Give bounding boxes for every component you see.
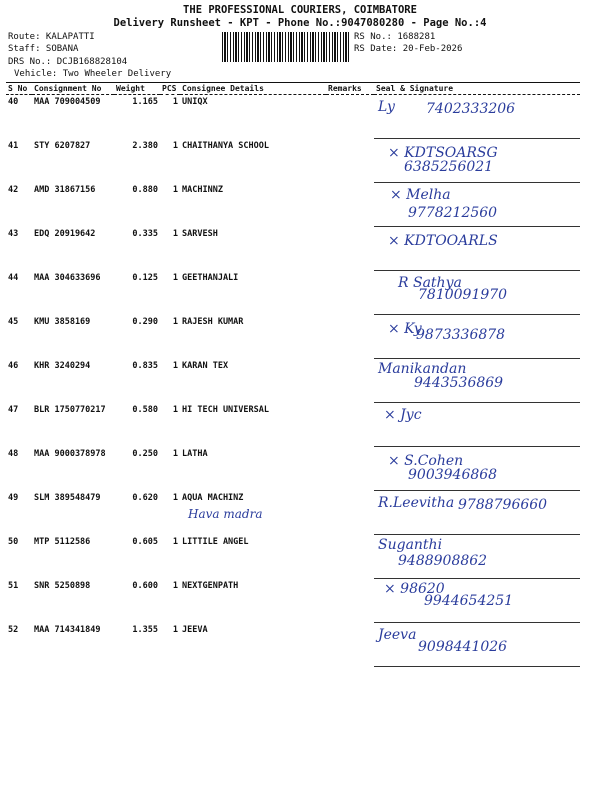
row-consignment: EDQ 20919642 [34,228,96,239]
signature-phone: 9098441026 [418,639,508,655]
row-remarks [326,271,374,315]
row-sno: 50 [8,536,19,547]
row-signature [374,491,580,535]
row-signature [374,403,580,447]
col-weight: Weight [114,83,160,95]
row-pcs: 1 [172,316,178,327]
row-consignee: RAJESH KUMAR [182,316,244,327]
row-pcs: 1 [172,536,178,547]
row-weight: 0.880 [132,184,158,195]
signature-phone: 9443536869 [414,375,504,391]
signature-name: Manikandan [378,361,467,377]
row-sno: 49 [8,492,19,503]
signature-name: Jeeva [378,627,417,643]
row-consignment: MAA 709004509 [34,97,101,107]
row-consignee: SARVESH [182,228,218,239]
handwritten-note: Hava madra [188,506,263,521]
signature-phone: 9778212560 [408,205,498,221]
rs-number: RS No.: 1688281 [354,32,436,42]
row-consignment: BLR 1750770217 [34,404,106,415]
row-signature [374,315,580,359]
table-row [6,95,580,139]
row-remarks [326,139,374,183]
row-consignee: GEETHANJALI [182,272,239,283]
signature-name: R.Leevitha [378,495,455,511]
row-pcs: 1 [172,404,178,415]
rs-date: RS Date: 20-Feb-2026 [354,44,463,54]
table-row [6,623,580,667]
row-sno: 45 [8,316,19,327]
table-row [6,227,580,271]
row-consignment: KHR 3240294 [34,360,91,371]
row-consignee: LITTILE ANGEL [182,536,249,547]
runsheet-table [6,82,580,667]
drs-label: DRS No.: DCJB168828104 [8,57,128,67]
row-consignee: JEEVA [182,624,208,635]
signature-name: × Melha [390,187,451,203]
row-signature [374,579,580,623]
row-weight: 0.835 [132,360,158,371]
row-sno: 40 [8,97,19,107]
row-pcs: 1 [172,448,178,459]
signature-phone: 9873336878 [416,327,506,343]
row-weight: 0.605 [132,536,158,547]
row-consignment: MAA 304633696 [34,272,101,283]
table-row [6,403,580,447]
row-remarks [326,183,374,227]
row-consignee [180,491,326,535]
row-sno: 44 [8,272,19,283]
signature-name: × 98620 [384,581,445,597]
row-signature [374,535,580,579]
signature-phone: 7402333206 [426,101,516,117]
row-weight: 0.580 [132,404,158,415]
row-pcs: 1 [172,580,178,591]
row-sno: 41 [8,140,19,151]
row-signature [374,359,580,403]
col-sno: S No [6,83,32,95]
staff-label: Staff: SOBANA [8,44,79,54]
row-signature [374,139,580,183]
vehicle-label: Vehicle: Two Wheeler Delivery [14,69,172,79]
row-weight: 0.335 [132,228,158,239]
signature-name: Ly [378,99,395,115]
row-sno: 43 [8,228,19,239]
signature-name: × KDTOOARLS [388,233,498,249]
row-pcs: 1 [172,97,178,107]
signature-phone: 9488908862 [398,553,488,569]
table-row [6,447,580,491]
row-consignee: CHAITHANYA SCHOOL [182,140,269,151]
table-row [6,271,580,315]
row-remarks [326,579,374,623]
row-pcs: 1 [172,624,178,635]
row-pcs: 1 [172,360,178,371]
row-weight: 1.165 [132,97,158,107]
row-weight: 0.620 [132,492,158,503]
row-consignment: KMU 3858169 [34,316,91,327]
signature-name: R Sathya [398,275,462,291]
row-consignment: MTP 5112586 [34,536,91,547]
row-signature [374,623,580,667]
row-remarks [326,227,374,271]
runsheet-title: Delivery Runsheet - KPT - Phone No.:9047080280 - Page No.:4 [113,17,487,29]
row-consignment: SNR 5250898 [34,580,91,591]
row-pcs: 1 [172,140,178,151]
row-remarks [326,403,374,447]
table-row [6,183,580,227]
row-sno: 47 [8,404,19,415]
signature-phone: 9944654251 [424,593,514,609]
signature-phone: 9788796660 [458,497,548,513]
row-remarks [326,535,374,579]
row-consignment: AMD 31867156 [34,184,96,195]
table-row [6,139,580,183]
row-consignee: KARAN TEX [182,360,229,371]
row-signature [374,183,580,227]
row-weight: 2.380 [132,140,158,151]
signature-name: × KDTSOARSG [388,145,498,161]
row-consignee: LATHA [182,448,208,459]
row-sno: 48 [8,448,19,459]
table-row [6,359,580,403]
consignee-name: AQUA MACHINZ [182,492,244,503]
row-consignment: STY 6207827 [34,140,91,151]
signature-name: Suganthi [378,537,443,553]
row-signature [374,447,580,491]
row-pcs: 1 [172,272,178,283]
barcode-image [222,32,350,62]
row-weight: 0.290 [132,316,158,327]
row-weight: 0.125 [132,272,158,283]
row-weight: 0.250 [132,448,158,459]
signature-phone: 9003946868 [408,467,498,483]
row-sno: 46 [8,360,19,371]
table-row [6,579,580,623]
row-signature [374,227,580,271]
row-sno: 42 [8,184,19,195]
row-consignment: SLM 389548479 [34,492,101,503]
row-pcs: 1 [172,228,178,239]
row-pcs: 1 [172,492,178,503]
signature-name: × Ky [388,321,422,337]
row-weight: 0.600 [132,580,158,591]
row-remarks [326,623,374,667]
col-remarks: Remarks [326,83,374,95]
row-remarks [326,359,374,403]
row-weight: 1.355 [132,624,158,635]
col-pcs: PCS [160,83,180,95]
row-signature [374,271,580,315]
row-sno: 51 [8,580,19,591]
row-consignee: UNIQX [182,97,208,107]
col-consignee: Consignee Details [180,83,326,95]
signature-name: × S.Cohen [388,453,464,469]
company-name: THE PROFESSIONAL COURIERS, COIMBATORE [183,4,417,16]
row-consignment: MAA 9000378978 [34,448,106,459]
row-remarks [326,491,374,535]
row-consignee: HI TECH UNIVERSAL [182,404,269,415]
route-label: Route: KALAPATTI [8,32,95,42]
row-pcs: 1 [172,184,178,195]
row-consignment: MAA 714341849 [34,624,101,635]
row-signature [374,95,580,139]
row-remarks [326,315,374,359]
signature-phone: 6385256021 [404,159,494,175]
table-row [6,315,580,359]
row-sno: 52 [8,624,19,635]
row-consignee: NEXTGENPATH [182,580,239,591]
table-header [6,83,580,95]
signature-phone: 7810091970 [418,287,508,303]
row-remarks [326,95,374,139]
table-row [6,491,580,535]
table-row [6,535,580,579]
signature-name: × Jyc [384,407,422,423]
col-consignment: Consignment No [32,83,114,95]
col-seal: Seal & Signature [374,83,580,95]
row-remarks [326,447,374,491]
row-consignee: MACHINNZ [182,184,223,195]
